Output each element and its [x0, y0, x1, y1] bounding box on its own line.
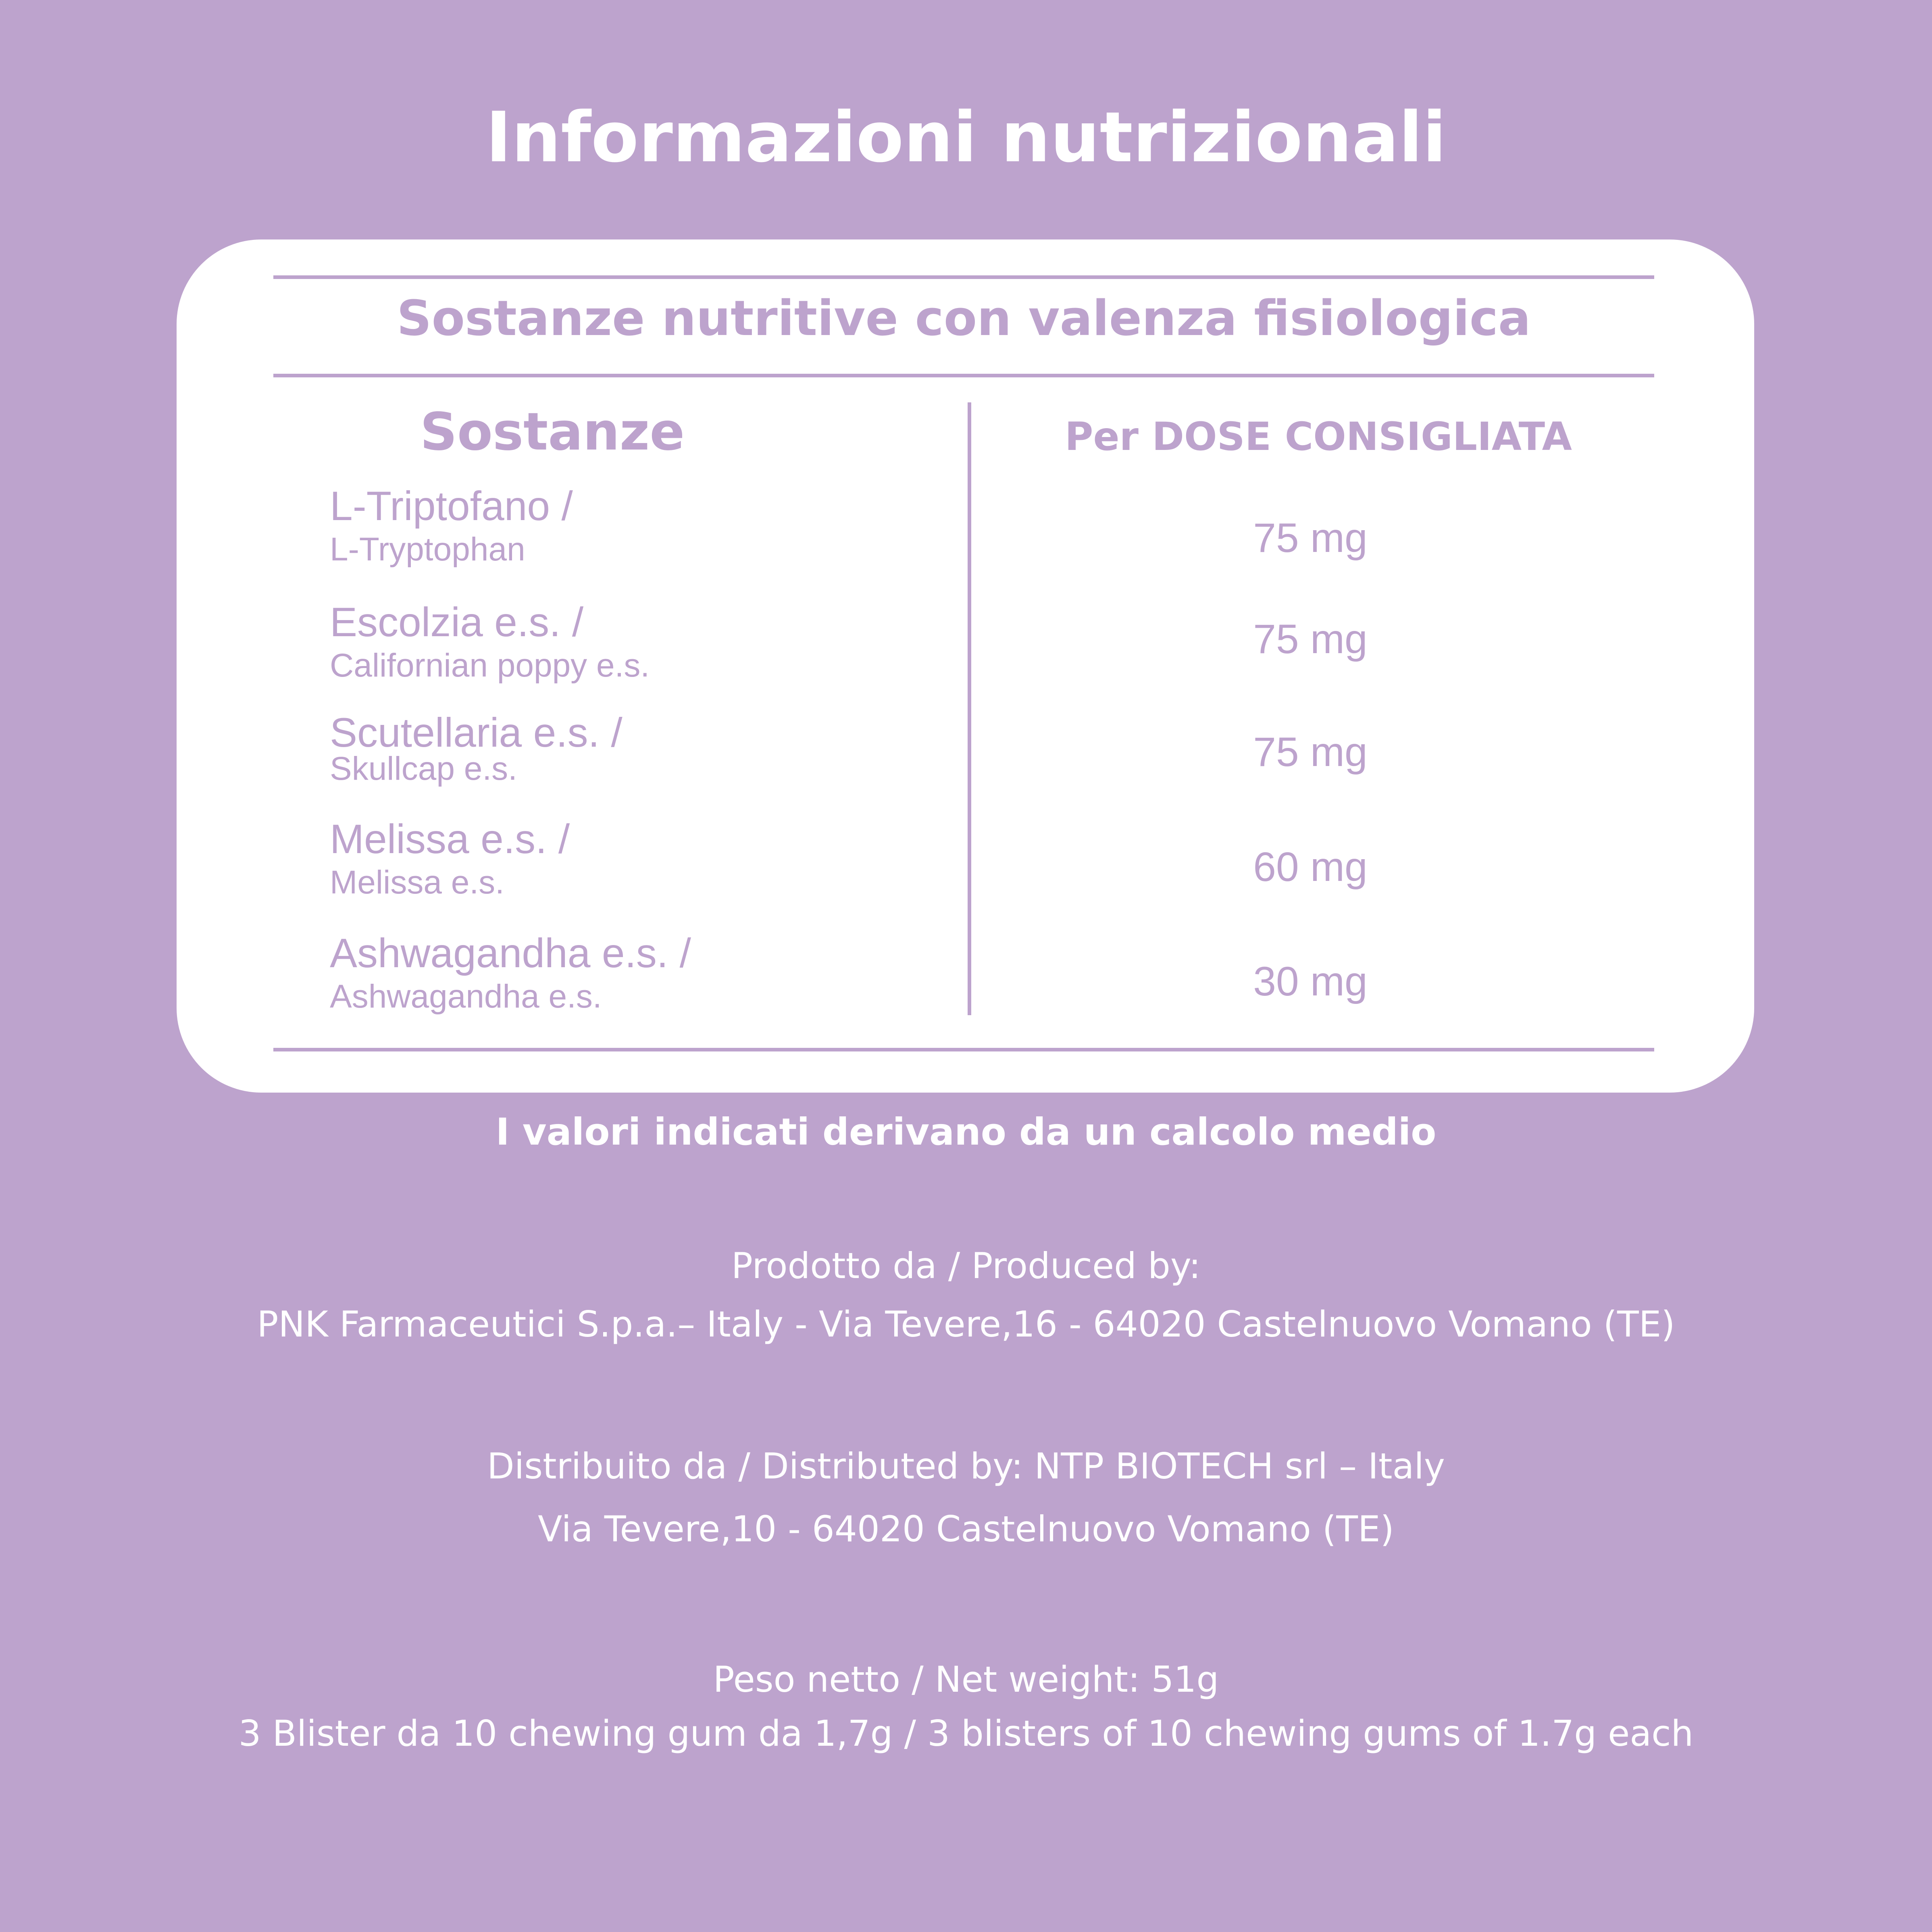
substance-amount: 30 mg	[1253, 958, 1368, 1004]
substance-name-it: Escolzia e.s. /	[330, 599, 584, 645]
substance-name-en: Ashwagandha e.s.	[330, 978, 602, 1015]
substance-name-en: Californian poppy e.s.	[330, 647, 650, 684]
substance-name-en: Melissa e.s.	[330, 864, 504, 901]
net-weight: Peso netto / Net weight: 51g	[713, 1659, 1219, 1700]
distributor-address: Via Tevere,10 - 64020 Castelnuovo Vomano (TE)	[538, 1508, 1394, 1550]
substance-amount: 60 mg	[1253, 844, 1368, 890]
substance-amount: 75 mg	[1253, 515, 1368, 561]
substance-name	[330, 598, 650, 685]
average-values-note: I valori indicati derivano da un calcolo medio	[495, 1110, 1437, 1153]
substance-name-it: L-Triptofano /	[330, 483, 573, 529]
substance-name	[330, 815, 570, 902]
column-header-substances: Sostanze	[420, 402, 685, 462]
producer-address: PNK Farmaceutici S.p.a.– Italy - Via Tevere,16 - 64020 Castelnuovo Vomano (TE)	[257, 1303, 1675, 1345]
column-header-dose: Per DOSE CONSIGLIATA	[1065, 414, 1572, 459]
substance-name	[330, 482, 573, 569]
page-title: Informazioni nutrizionali	[485, 97, 1447, 178]
substance-name-en: L-Tryptophan	[330, 531, 525, 568]
package-detail: 3 Blister da 10 chewing gum da 1,7g / 3 blisters of 10 chewing gums of 1.7g each	[238, 1713, 1694, 1754]
distributor-label: Distribuito da / Distributed by: NTP BIOTECH srl – Italy	[487, 1445, 1445, 1487]
substance-amount: 75 mg	[1253, 729, 1368, 775]
table-heading-rule	[273, 374, 1654, 377]
substance-name	[330, 709, 622, 789]
substance-name-it: Scutellaria e.s. /	[330, 710, 622, 756]
column-divider	[968, 402, 971, 1015]
substance-name-en: Skullcap e.s.	[330, 750, 517, 787]
substance-name	[330, 929, 691, 1016]
table-top-rule	[273, 275, 1654, 279]
table-heading: Sostanze nutritive con valenza fisiologica	[397, 291, 1531, 347]
substance-amount: 75 mg	[1253, 616, 1368, 662]
table-bottom-rule	[273, 1048, 1654, 1051]
substance-name-it: Melissa e.s. /	[330, 816, 570, 862]
producer-label: Prodotto da / Produced by:	[731, 1245, 1201, 1287]
substance-name-it: Ashwagandha e.s. /	[330, 930, 691, 976]
